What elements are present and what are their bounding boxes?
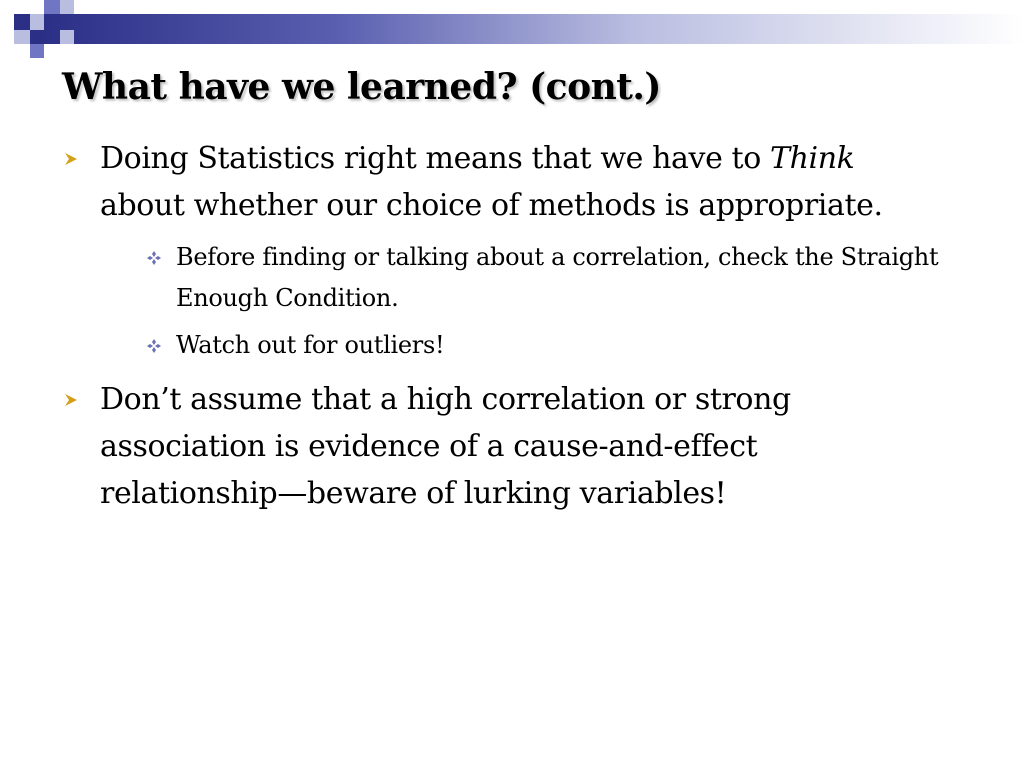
header-square [14,30,30,44]
bullet-item [62,376,942,517]
bullet-text: Don’t assume that a high correlation or strong association is evidence of a cause-and-effect relationship—beware of lurking variables! [100,382,791,511]
slide-body [62,135,942,525]
four-diamond-bullet-icon [146,338,162,354]
header-square [44,0,60,14]
header-square [30,30,44,44]
header-square [14,14,30,30]
header-square [30,44,44,58]
sub-bullet-item [146,325,942,366]
header-square [60,30,74,44]
header-square [30,14,44,30]
header-square [60,0,74,14]
sub-bullet-text: Watch out for outliers! [176,331,445,359]
arrowhead-bullet-icon [64,393,78,407]
header-gradient-bar [44,14,1024,44]
four-diamond-bullet-icon [146,250,162,266]
sub-bullet-text: Before finding or talking about a correlation, check the Straight Enough Condition. [176,243,939,312]
bullet-text-suffix: about whether our choice of methods is appropriate. [100,188,883,223]
bullet-item [62,135,942,229]
sub-bullet-list [146,237,942,366]
bullet-text: Doing Statistics right means that we have to [100,141,761,176]
slide-title: What have we learned? (cont.) [62,66,661,108]
arrowhead-bullet-icon [64,152,78,166]
bullet-emphasis: Think [770,141,855,176]
sub-bullet-item [146,237,942,319]
